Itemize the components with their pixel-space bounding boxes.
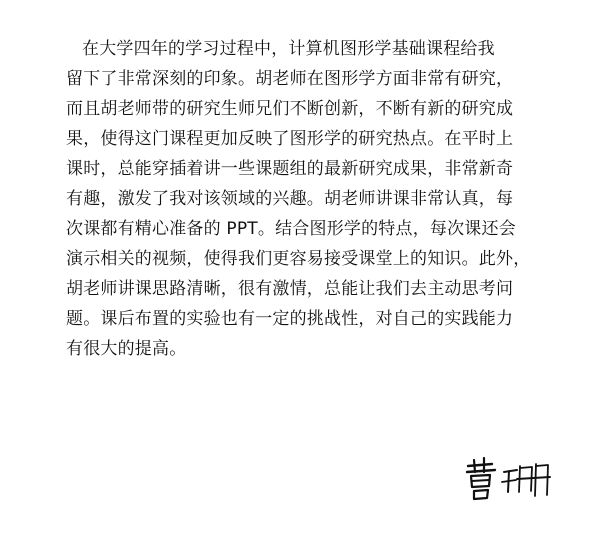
text-line-10: 题。课后布置的实验也有一定的挑战性，对自己的实践能力 xyxy=(66,309,514,329)
text-line-2: 留下了非常深刻的印象。胡老师在图形学方面非常有研究， xyxy=(66,69,514,89)
text-line-11: 有很大的提高。 xyxy=(66,339,187,359)
text-line-7: 次课都有精心准备的 PPT。结合图形学的特点，每次课还会 xyxy=(66,219,516,239)
text-line-1: 在大学四年的学习过程中，计算机图形学基础课程给我 xyxy=(82,39,495,59)
text-line-4: 果，使得这门课程更加反映了图形学的研究热点。在平时上 xyxy=(66,129,514,149)
text-line-9: 胡老师讲课思路清晰，很有激情，总能让我们去主动思考问 xyxy=(66,279,514,299)
text-line-6: 有趣，激发了我对该领域的兴趣。胡老师讲课非常认真，每 xyxy=(66,189,514,209)
text-line-3: 而且胡老师带的研究生师兄们不断创新，不断有新的研究成 xyxy=(66,99,514,119)
handwritten-signature xyxy=(462,452,552,502)
text-line-5: 课时，总能穿插着讲一些课题组的最新研究成果，非常新奇 xyxy=(66,159,514,179)
text-line-8: 演示相关的视频，使得我们更容易接受课堂上的知识。此外， xyxy=(66,249,531,269)
